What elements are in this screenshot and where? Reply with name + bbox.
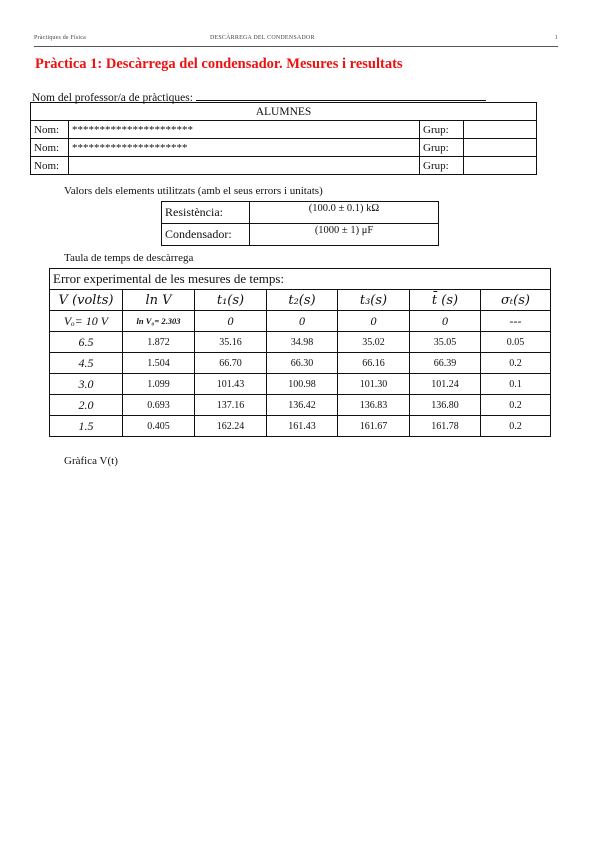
header-middle: DESCÀRREGA DEL CONDENSADOR [210, 35, 315, 41]
element-row [162, 202, 439, 224]
table-cell: 136.42 [267, 395, 338, 416]
table-cell: 66.30 [267, 353, 338, 374]
column-header: t₁(s) [195, 290, 267, 311]
nom-label: Nom: [31, 139, 69, 157]
student-row [31, 121, 537, 139]
table-cell: 35.05 [410, 332, 481, 353]
table-row [50, 416, 551, 437]
table-cell: 0.405 [123, 416, 195, 437]
table-cell: 161.43 [267, 416, 338, 437]
nom-value[interactable] [69, 157, 420, 175]
table-cell: 101.43 [195, 374, 267, 395]
table-cell: 0 [338, 311, 410, 332]
nom-label: Nom: [31, 157, 69, 175]
temps-label: Taula de temps de descàrrega [64, 252, 194, 264]
element-name: Resistència: [162, 202, 250, 224]
student-row [31, 157, 537, 175]
table-cell: 100.98 [267, 374, 338, 395]
table-cell: 0.2 [481, 353, 551, 374]
professor-blank-line[interactable] [196, 90, 486, 101]
column-header: ln V [123, 290, 195, 311]
page-title: Pràctica 1: Descàrrega del condensador. Mesures i resultats [35, 56, 403, 72]
table-cell: 162.24 [195, 416, 267, 437]
graph-label: Gràfica V(t) [64, 455, 118, 467]
table-cell: 0.2 [481, 395, 551, 416]
students-table [30, 102, 537, 175]
table-cell: 66.16 [338, 353, 410, 374]
grup-label: Grup: [420, 139, 464, 157]
column-header: V (volts) [50, 290, 123, 311]
column-header: t₃(s) [338, 290, 410, 311]
table-cell: 2.0 [50, 395, 123, 416]
table-cell: 4.5 [50, 353, 123, 374]
table-cell: ln V₀= 2.303 [123, 311, 195, 332]
professor-label: Nom del professor/a de pràctiques: [32, 92, 193, 104]
table-cell: 136.83 [338, 395, 410, 416]
nom-label: Nom: [31, 121, 69, 139]
table-cell: 101.24 [410, 374, 481, 395]
table-row [50, 395, 551, 416]
nom-value[interactable]: ********************* [69, 139, 420, 157]
elements-label: Valors dels elements utilitzats (amb el seus errors i unitats) [64, 185, 323, 197]
table-cell: --- [481, 311, 551, 332]
table-cell: 0.05 [481, 332, 551, 353]
initial-voltage-row [50, 311, 551, 332]
table-cell: 101.30 [338, 374, 410, 395]
table-cell: 161.78 [410, 416, 481, 437]
discharge-times-table [49, 268, 551, 437]
grup-value[interactable] [464, 121, 537, 139]
header-page-number: 1 [554, 35, 558, 41]
table-cell: 136.80 [410, 395, 481, 416]
table-cell: 35.02 [338, 332, 410, 353]
table-header-row [50, 290, 551, 311]
column-header: σₜ(s) [481, 290, 551, 311]
table-cell: 66.39 [410, 353, 481, 374]
table-cell: 1.099 [123, 374, 195, 395]
elements-table [161, 201, 439, 246]
table-cell: 6.5 [50, 332, 123, 353]
element-value: (100.0 ± 0.1) kΩ [250, 202, 439, 224]
grup-value[interactable] [464, 139, 537, 157]
table-cell: Vₒ= 10 V [50, 311, 123, 332]
table-cell: 1.872 [123, 332, 195, 353]
header-left: Pràctiques de Física [34, 35, 86, 41]
element-name: Condensador: [162, 224, 250, 246]
table-cell: 1.504 [123, 353, 195, 374]
table-row [50, 332, 551, 353]
grup-label: Grup: [420, 157, 464, 175]
nom-value[interactable]: ********************** [69, 121, 420, 139]
table-cell: 0.693 [123, 395, 195, 416]
grup-value[interactable] [464, 157, 537, 175]
table-cell: 0.2 [481, 416, 551, 437]
grup-label: Grup: [420, 121, 464, 139]
table-row [50, 353, 551, 374]
table-caption: Error experimental de les mesures de temps: [50, 269, 551, 290]
table-cell: 137.16 [195, 395, 267, 416]
table-cell: 0 [195, 311, 267, 332]
column-header: t̄ (s) [410, 290, 481, 311]
element-row [162, 224, 439, 246]
table-cell: 35.16 [195, 332, 267, 353]
table-cell: 66.70 [195, 353, 267, 374]
students-heading: ALUMNES [31, 103, 537, 121]
student-row [31, 139, 537, 157]
table-cell: 1.5 [50, 416, 123, 437]
column-header: t₂(s) [267, 290, 338, 311]
table-row [50, 374, 551, 395]
table-cell: 3.0 [50, 374, 123, 395]
page-header [34, 36, 558, 47]
table-cell: 0.1 [481, 374, 551, 395]
table-cell: 161.67 [338, 416, 410, 437]
table-cell: 0 [410, 311, 481, 332]
table-cell: 34.98 [267, 332, 338, 353]
table-cell: 0 [267, 311, 338, 332]
element-value: (1000 ± 1) μF [250, 224, 439, 246]
